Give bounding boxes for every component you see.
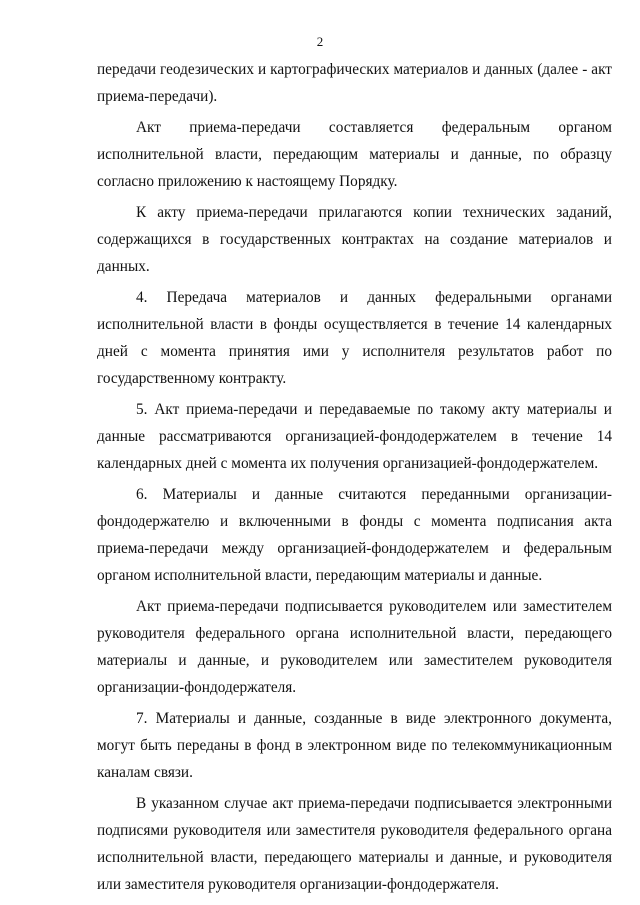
paragraph-item-6: 6. Материалы и данные считаются переданными организации-фондодержателю и включенными в фонды с момента подписания акта приема-передачи между организацией-фондодержателем и федеральным органом исполнительной власти, передающим материалы и данные.: [97, 486, 612, 584]
paragraph-item-4: 4. Передача материалов и данных федеральными органами исполнительной власти в фонды осуществляется в течение 14 календарных дней с момента принятия ими у исполнителя результатов работ по государственному контракту.: [97, 289, 612, 387]
paragraph-continuation: передачи геодезических и картографических материалов и данных (далее - акт приема-передачи).: [97, 61, 612, 105]
paragraph-item-7: 7. Материалы и данные, созданные в виде электронного документа, могут быть переданы в фонд в электронном виде по телекоммуникационным каналам связи.: [97, 710, 612, 781]
paragraph-act-attachments: К акту приема-передачи прилагаются копии технических заданий, содержащихся в государственных контрактах на создание материалов и данных.: [97, 204, 612, 275]
paragraph-act-composition: Акт приема-передачи составляется федеральным органом исполнительной власти, передающим материалы и данные, по образцу согласно приложению к настоящему Порядку.: [97, 119, 612, 190]
page-number: 2: [316, 34, 324, 49]
paragraph-electronic-signing: В указанном случае акт приема-передачи подписывается электронными подписями руководителя или заместителя руководителя федерального органа исполнительной власти, передающего материалы и данные, и руководителя или заместителя руководителя организации-фондодержателя.: [97, 795, 612, 893]
paragraph-item-5: 5. Акт приема-передачи и передаваемые по такому акту материалы и данные рассматриваются организацией-фондодержателем в течение 14 календарных дней с момента их получения организацией-фондодержателем.: [97, 401, 612, 472]
document-body: [97, 56, 612, 898]
paragraph-act-signing: Акт приема-передачи подписывается руководителем или заместителем руководителя федерального органа исполнительной власти, передающего материалы и данные, и руководителем или заместителем руководителя организации-фондодержателя.: [97, 598, 612, 696]
